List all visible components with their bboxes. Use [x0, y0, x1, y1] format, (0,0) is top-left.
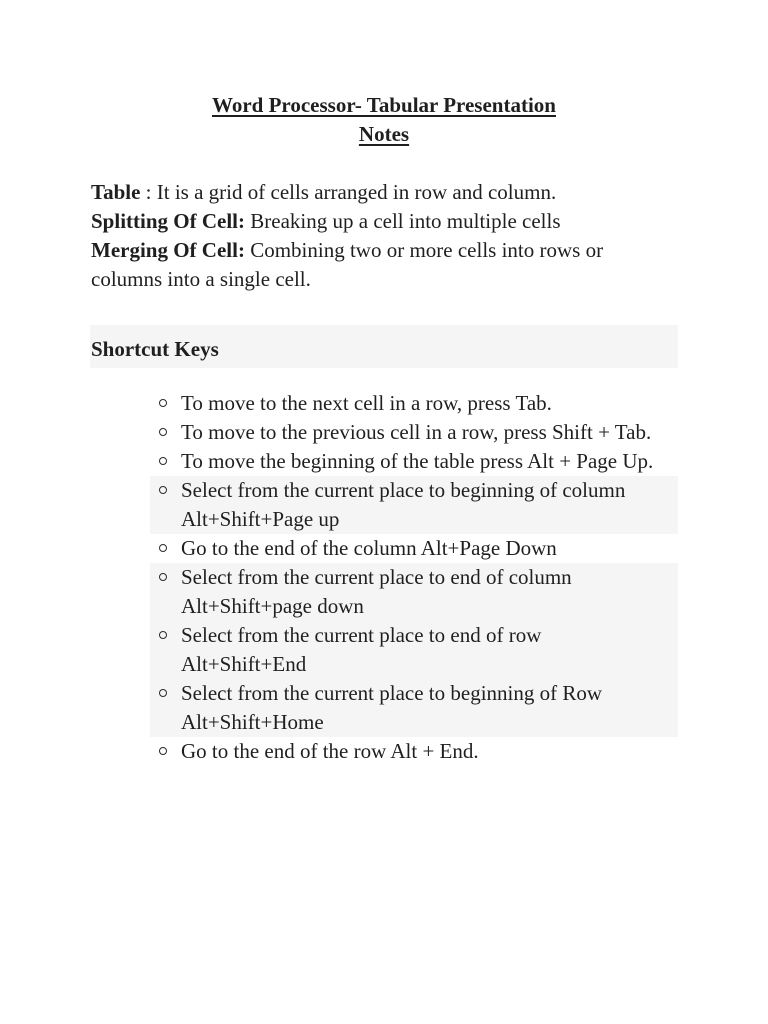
shortcut-text: Go to the end of the row Alt + End. — [181, 739, 479, 763]
list-item — [150, 679, 678, 737]
list-item — [150, 621, 678, 679]
shortcut-text: To move to the previous cell in a row, press Shift + Tab. — [181, 420, 652, 444]
definition-splitting — [91, 207, 651, 236]
shortcut-keys: Alt+Shift+End — [181, 652, 307, 676]
shortcut-keys: Alt+Shift+Page up — [181, 507, 340, 531]
list-item — [150, 418, 678, 447]
definition-text: Combining two or more cells into rows or — [250, 238, 604, 262]
list-item — [150, 389, 678, 418]
document-subtitle — [0, 120, 768, 149]
hollow-bullet-icon — [159, 457, 167, 465]
definition-separator: : — [140, 180, 157, 204]
list-item — [150, 476, 678, 534]
list-item — [150, 563, 678, 621]
definition-term: Table — [91, 180, 141, 204]
definition-text: columns into a single cell. — [91, 267, 311, 291]
definition-term: Merging Of Cell: — [91, 238, 245, 262]
hollow-bullet-icon — [159, 399, 167, 407]
document-title — [0, 91, 768, 120]
hollow-bullet-icon — [159, 747, 167, 755]
shortcut-text: Select from the current place to end of row — [181, 623, 542, 647]
hollow-bullet-icon — [159, 428, 167, 436]
shortcut-text: To move the beginning of the table press Alt + Page Up. — [181, 449, 654, 473]
list-item — [150, 737, 678, 766]
shortcut-keys-heading: Shortcut Keys — [91, 337, 219, 361]
hollow-bullet-icon — [159, 573, 167, 581]
list-item — [150, 534, 678, 563]
title-line-2: Notes — [358, 122, 410, 146]
shortcut-text: Select from the current place to beginning of Row — [181, 681, 603, 705]
hollow-bullet-icon — [159, 486, 167, 494]
shortcut-text: Go to the end of the column Alt+Page Down — [181, 536, 557, 560]
shortcut-keys-header — [90, 325, 678, 368]
shortcut-list — [150, 389, 678, 766]
definition-table — [91, 178, 651, 207]
definition-text: It is a grid of cells arranged in row and column. — [156, 180, 557, 204]
definitions-block — [91, 178, 651, 294]
definition-text: Breaking up a cell into multiple cells — [250, 209, 561, 233]
hollow-bullet-icon — [159, 631, 167, 639]
hollow-bullet-icon — [159, 544, 167, 552]
definition-term: Splitting Of Cell: — [91, 209, 246, 233]
list-item — [150, 447, 678, 476]
definition-merging-continued — [91, 265, 651, 294]
shortcut-keys: Alt+Shift+Home — [181, 710, 324, 734]
shortcut-text: To move to the next cell in a row, press Tab. — [181, 391, 552, 415]
shortcut-text: Select from the current place to beginning of column — [181, 478, 626, 502]
hollow-bullet-icon — [159, 689, 167, 697]
definition-merging — [91, 236, 651, 265]
shortcut-text: Select from the current place to end of column — [181, 565, 572, 589]
shortcut-keys: Alt+Shift+page down — [181, 594, 364, 618]
title-line-1: Word Processor- Tabular Presentation — [212, 93, 556, 117]
